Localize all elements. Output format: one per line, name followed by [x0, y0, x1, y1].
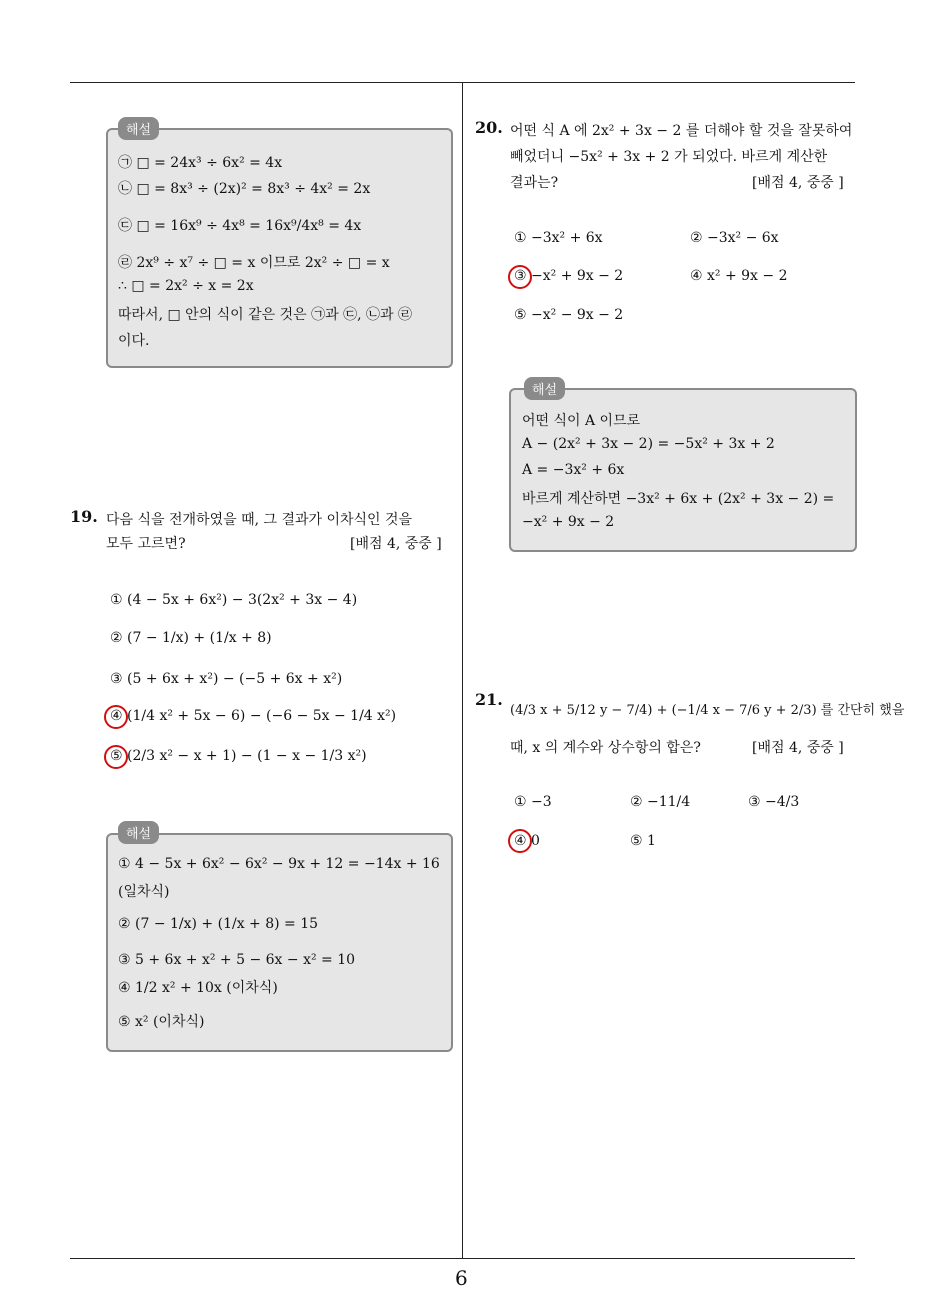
question-text: 다음 식을 전개하였을 때, 그 결과가 이차식인 것을 [106, 512, 413, 528]
solution-line: ㉡ □ = 8x³ ÷ (2x)² = 8x³ ÷ 4x² = 2x [118, 181, 371, 197]
option: ⑤ 1 [630, 833, 656, 849]
solution-line: ① 4 − 5x + 6x² − 6x² − 9x + 12 = −14x + 16 [118, 856, 440, 872]
option: ③ (5 + 6x + x²) − (−5 + 6x + x²) [110, 671, 343, 687]
answer-mark-icon [508, 265, 532, 289]
solution-line: 바르게 계산하면 −3x² + 6x + (2x² + 3x − 2) = [522, 491, 835, 507]
column-divider [462, 82, 463, 1258]
solution-line: ③ 5 + 6x + x² + 5 − 6x − x² = 10 [118, 952, 356, 968]
solution-line: A − (2x² + 3x − 2) = −5x² + 3x + 2 [522, 436, 775, 452]
solution-line: A = −3x² + 6x [522, 462, 625, 478]
option: ① (4 − 5x + 6x²) − 3(2x² + 3x − 4) [110, 592, 358, 608]
page-number: 6 [455, 1266, 468, 1290]
score-label: [배점 4, 중중 ] [350, 536, 442, 552]
answer-mark-icon [104, 705, 128, 729]
option: ① −3 [514, 794, 552, 810]
solution-line: ㉠ □ = 24x³ ÷ 6x² = 4x [118, 155, 283, 171]
solution-line: 이다. [118, 333, 150, 349]
solution-line: −x² + 9x − 2 [522, 514, 615, 530]
score-label: [배점 4, 중중 ] [752, 740, 844, 756]
option: ③ −x² + 9x − 2 [514, 268, 624, 284]
bottom-rule [70, 1258, 855, 1259]
solution-tag: 해설 [524, 377, 565, 400]
solution-line: (일차식) [118, 884, 170, 900]
answer-mark-icon [104, 745, 128, 769]
option: ③ −4/3 [748, 794, 800, 810]
option: ② −11/4 [630, 794, 691, 810]
option: ④ (1/4 x² + 5x − 6) − (−6 − 5x − 1/4 x²) [110, 708, 397, 724]
question-number: 20. [475, 118, 503, 137]
question-text: 모두 고르면? [106, 536, 186, 552]
question-text: (4/3 x + 5/12 y − 7/4) + (−1/4 x − 7/6 y + 2/3) 를 간단히 했을 [510, 703, 905, 718]
solution-line: 따라서, □ 안의 식이 같은 것은 ㉠과 ㉢, ㉡과 ㉣ [118, 307, 412, 323]
solution-tag: 해설 [118, 117, 159, 140]
solution-line: ④ 1/2 x² + 10x (이차식) [118, 980, 278, 996]
option: ④ 0 [514, 833, 540, 849]
solution-line: ㉢ □ = 16x⁹ ÷ 4x⁸ = 16x⁹/4x⁸ = 4x [118, 218, 362, 234]
question-text: 때, x 의 계수와 상수항의 합은? [510, 740, 701, 756]
answer-mark-icon [508, 829, 532, 853]
question-text: 빼었더니 −5x² + 3x + 2 가 되었다. 바르게 계산한 [510, 149, 828, 165]
question-text: 결과는? [510, 175, 559, 191]
option: ⑤ (2/3 x² − x + 1) − (1 − x − 1/3 x²) [110, 748, 367, 764]
solution-line: ㉣ 2x⁹ ÷ x⁷ ÷ □ = x 이므로 2x² ÷ □ = x [118, 255, 390, 271]
solution-line: ⑤ x² (이차식) [118, 1014, 205, 1030]
solution-line: ② (7 − 1/x) + (1/x + 8) = 15 [118, 916, 319, 932]
question-number: 21. [475, 690, 503, 709]
option: ② −3x² − 6x [690, 230, 779, 246]
solution-line: 어떤 식이 A 이므로 [522, 413, 641, 429]
option: ⑤ −x² − 9x − 2 [514, 307, 624, 323]
question-number: 19. [70, 507, 98, 526]
option: ④ x² + 9x − 2 [690, 268, 788, 284]
question-text: 어떤 식 A 에 2x² + 3x − 2 를 더해야 할 것을 잘못하여 [510, 123, 853, 139]
solution-line: ∴ □ = 2x² ÷ x = 2x [118, 278, 254, 294]
option: ② (7 − 1/x) + (1/x + 8) [110, 630, 272, 646]
solution-tag: 해설 [118, 821, 159, 844]
option: ① −3x² + 6x [514, 230, 603, 246]
score-label: [배점 4, 중중 ] [752, 175, 844, 191]
